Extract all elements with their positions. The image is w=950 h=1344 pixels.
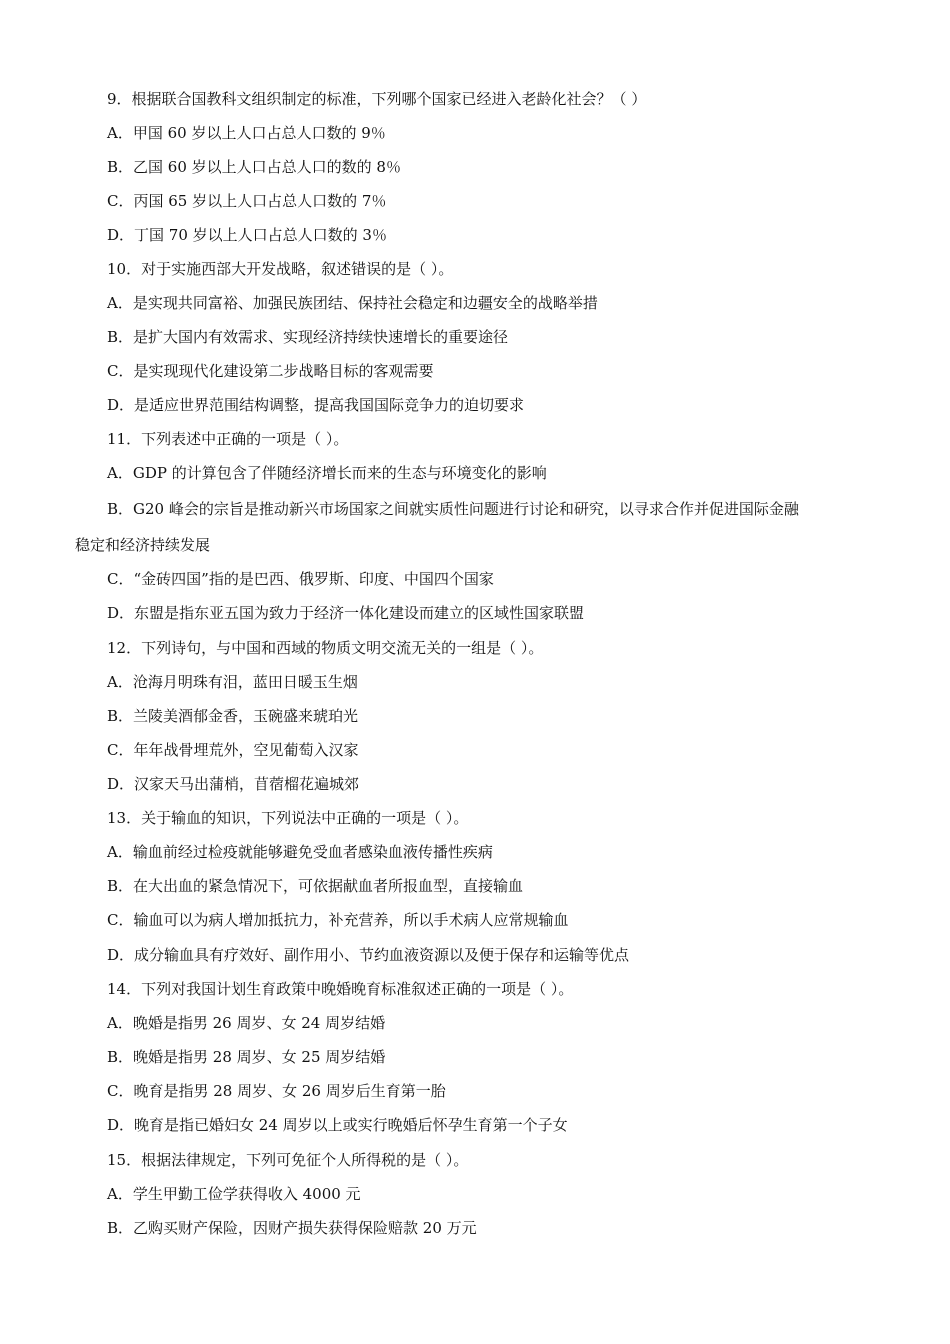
question-9-stem: 9．根据联合国教科文组织制定的标准，下列哪个国家已经进入老龄化社会？（ ） <box>107 90 647 108</box>
question-11-stem: 11．下列表述中正确的一项是（ ）。 <box>107 430 349 448</box>
question-14-option-b: B．晚婚是指男 28 周岁、女 25 周岁结婚 <box>107 1048 386 1066</box>
question-9-option-a: A．甲国 60 岁以上人口占总人口数的 9％ <box>107 124 386 142</box>
question-13-option-a: A．输血前经过检疫就能够避免受血者感染血液传播性疾病 <box>107 843 493 861</box>
question-12-stem: 12．下列诗句，与中国和西域的物质文明交流无关的一组是（ ）。 <box>107 639 544 657</box>
question-10-stem: 10．对于实施西部大开发战略，叙述错误的是（ ）。 <box>107 260 454 278</box>
question-14-option-a: A．晚婚是指男 26 周岁、女 24 周岁结婚 <box>107 1014 386 1032</box>
question-11-option-c: C．“金砖四国”指的是巴西、俄罗斯、印度、中国四个国家 <box>107 570 494 588</box>
question-11-option-d: D．东盟是指东亚五国为致力于经济一体化建设而建立的区域性国家联盟 <box>107 604 585 622</box>
question-12-option-a: A．沧海月明珠有泪，蓝田日暖玉生烟 <box>107 673 358 691</box>
question-13-option-d: D．成分输血具有疗效好、副作用小、节约血液资源以及便于保存和运输等优点 <box>107 946 630 964</box>
question-13-stem: 13．关于输血的知识，下列说法中正确的一项是（ ）。 <box>107 809 469 827</box>
question-12-option-d: D．汉家天马出蒲梢，苜蓿榴花遍城郊 <box>107 775 360 793</box>
question-10-option-b: B．是扩大国内有效需求、实现经济持续快速增长的重要途径 <box>107 328 509 346</box>
question-9-option-b: B．乙国 60 岁以上人口占总人口的数的 8％ <box>107 158 401 176</box>
question-10-option-a: A．是实现共同富裕、加强民族团结、保持社会稳定和边疆安全的战略举措 <box>107 294 598 312</box>
question-15-stem: 15．根据法律规定，下列可免征个人所得税的是（ ）。 <box>107 1151 469 1169</box>
question-13-option-b: B．在大出血的紧急情况下，可依据献血者所报血型，直接输血 <box>107 877 524 895</box>
question-10-option-d: D．是适应世界范围结构调整，提高我国国际竞争力的迫切要求 <box>107 396 525 414</box>
question-14-option-c: C．晚育是指男 28 周岁、女 26 周岁后生育第一胎 <box>107 1082 446 1100</box>
question-11-option-b-continued: 稳定和经济持续发展 <box>75 536 211 554</box>
question-12-option-b: B．兰陵美酒郁金香，玉碗盛来琥珀光 <box>107 707 359 725</box>
question-12-option-c: C．年年战骨埋荒外，空见葡萄入汉家 <box>107 741 359 759</box>
question-13-option-c: C．输血可以为病人增加抵抗力，补充营养，所以手术病人应常规输血 <box>107 911 569 929</box>
question-9-option-c: C．丙国 65 岁以上人口占总人口数的 7％ <box>107 192 387 210</box>
question-14-option-d: D．晚育是指已婚妇女 24 周岁以上或实行晚婚后怀孕生育第一个子女 <box>107 1116 568 1134</box>
question-15-option-b: B．乙购买财产保险，因财产损失获得保险赔款 20 万元 <box>107 1219 477 1237</box>
question-11-option-b: B．G20 峰会的宗旨是推动新兴市场国家之间就实质性问题进行讨论和研究，以寻求合作并促进国际金融 <box>107 500 799 518</box>
question-15-option-a: A．学生甲勤工俭学获得收入 4000 元 <box>107 1185 361 1203</box>
question-10-option-c: C．是实现现代化建设第二步战略目标的客观需要 <box>107 362 434 380</box>
question-11-option-a: A．GDP 的计算包含了伴随经济增长而来的生态与环境变化的影响 <box>107 464 547 482</box>
question-14-stem: 14．下列对我国计划生育政策中晚婚晚育标准叙述正确的一项是（ ）。 <box>107 980 574 998</box>
question-9-option-d: D．丁国 70 岁以上人口占总人口数的 3％ <box>107 226 387 244</box>
